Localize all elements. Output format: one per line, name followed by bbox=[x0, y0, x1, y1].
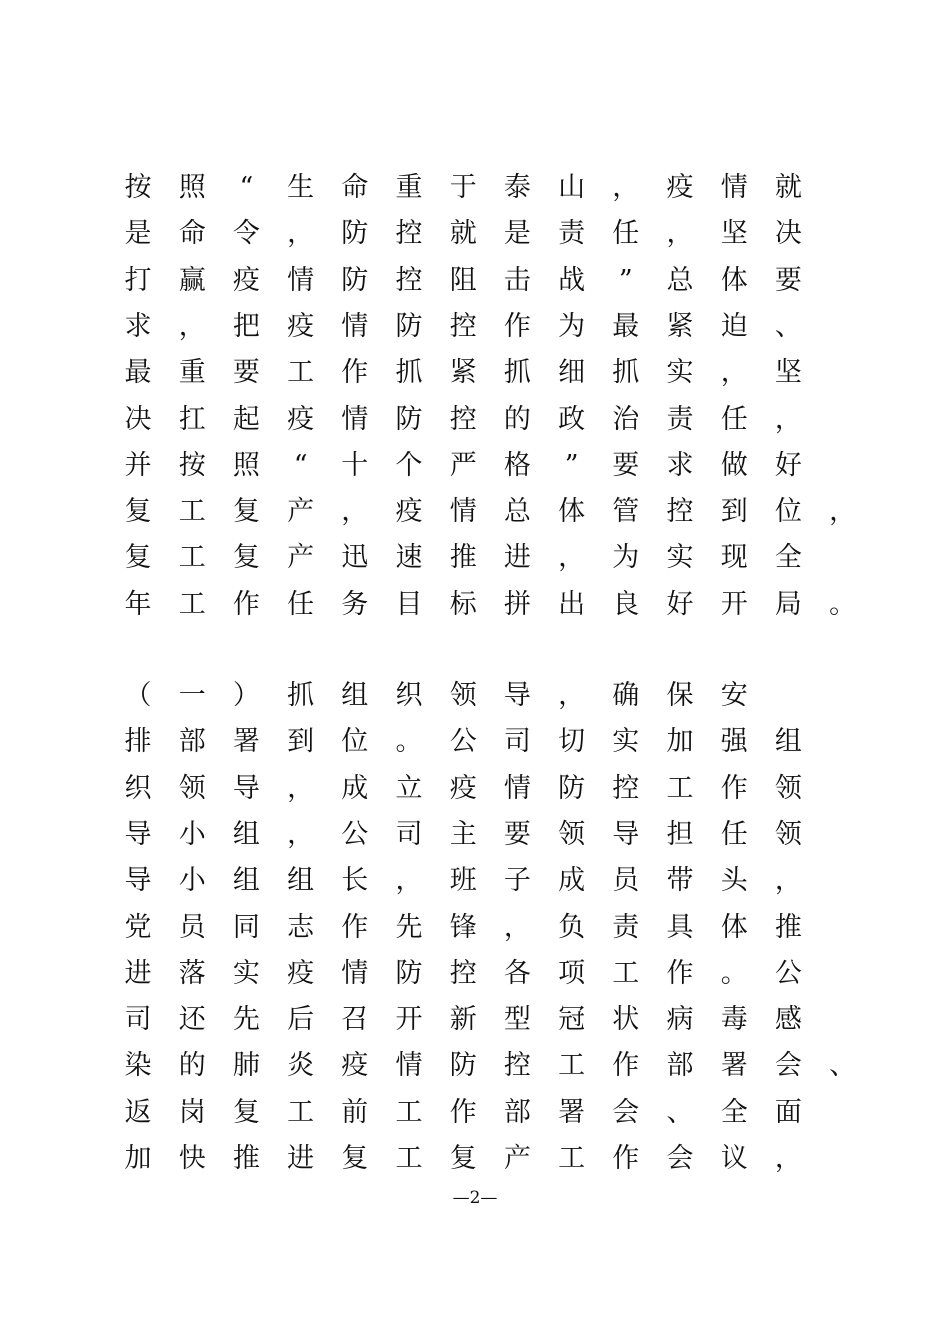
text-char: 复 bbox=[232, 1096, 260, 1128]
text-line bbox=[0, 446, 950, 492]
text-char: 具 bbox=[666, 911, 694, 943]
text-line bbox=[0, 1046, 950, 1092]
text-char: 公 bbox=[774, 957, 802, 989]
text-char: 并 bbox=[124, 449, 152, 481]
text-char: 工 bbox=[287, 1096, 315, 1128]
text-char: 疫 bbox=[395, 496, 423, 528]
text-char: 治 bbox=[612, 403, 640, 435]
text-char: 会 bbox=[612, 1096, 640, 1128]
text-char: 到 bbox=[720, 496, 748, 528]
text-line bbox=[0, 1000, 950, 1046]
text-char: 议 bbox=[720, 1143, 748, 1174]
text-char: 员 bbox=[178, 911, 206, 943]
text-char: 署 bbox=[720, 1050, 748, 1082]
text-char: 要 bbox=[503, 818, 531, 850]
text-char: ， bbox=[503, 911, 531, 943]
text-line bbox=[0, 815, 950, 861]
text-char: 总 bbox=[666, 264, 694, 296]
text-char: 最 bbox=[124, 357, 152, 389]
text-char: “ bbox=[293, 449, 308, 481]
text-char: 领 bbox=[774, 772, 802, 804]
text-char: 抓 bbox=[287, 680, 315, 711]
text-char: 状 bbox=[612, 1004, 640, 1036]
text-char: 的 bbox=[503, 403, 531, 435]
text-char: 组 bbox=[774, 726, 802, 758]
text-char: ， bbox=[720, 357, 748, 389]
text-char: 防 bbox=[395, 310, 423, 342]
text-char: 拼 bbox=[503, 588, 531, 620]
text-char: 员 bbox=[612, 865, 640, 897]
text-char: 总 bbox=[503, 496, 531, 528]
text-char: 先 bbox=[395, 911, 423, 943]
text-char: 控 bbox=[449, 310, 477, 342]
text-char: ， bbox=[774, 865, 802, 897]
text-char: 一 bbox=[178, 680, 206, 711]
text-char: ， bbox=[774, 403, 802, 435]
text-char: ， bbox=[287, 818, 315, 850]
text-char: 就 bbox=[774, 172, 802, 203]
text-char: 就 bbox=[449, 218, 477, 250]
text-line bbox=[0, 1093, 950, 1139]
text-line bbox=[0, 400, 950, 446]
text-char: 工 bbox=[558, 1143, 586, 1174]
text-char: 战 bbox=[558, 264, 586, 296]
text-char: 快 bbox=[178, 1143, 206, 1174]
text-char: 党 bbox=[124, 911, 152, 943]
text-char: 病 bbox=[666, 1004, 694, 1036]
text-char: 责 bbox=[666, 403, 694, 435]
text-char: 领 bbox=[449, 680, 477, 711]
text-line bbox=[0, 261, 950, 307]
text-char: 按 bbox=[178, 449, 206, 481]
text-char: 迫 bbox=[720, 310, 748, 342]
text-char: 领 bbox=[774, 818, 802, 850]
text-char: 坚 bbox=[720, 218, 748, 250]
text-char: 重 bbox=[178, 357, 206, 389]
text-line bbox=[0, 214, 950, 260]
text-char: 工 bbox=[612, 957, 640, 989]
text-char: 抓 bbox=[503, 357, 531, 389]
text-char: 情 bbox=[503, 772, 531, 804]
text-line bbox=[0, 1139, 950, 1185]
text-char: 各 bbox=[503, 957, 531, 989]
text-char: 最 bbox=[612, 310, 640, 342]
text-char: 前 bbox=[341, 1096, 369, 1128]
text-char: 复 bbox=[232, 496, 260, 528]
text-char: 组 bbox=[341, 680, 369, 711]
text-char: 导 bbox=[124, 818, 152, 850]
text-line bbox=[0, 353, 950, 399]
text-char: 照 bbox=[178, 172, 206, 203]
text-char: 疫 bbox=[287, 403, 315, 435]
text-char: 要 bbox=[612, 449, 640, 481]
text-char: 、 bbox=[774, 310, 802, 342]
text-char: 。 bbox=[395, 726, 423, 758]
text-char: 年 bbox=[124, 588, 152, 620]
text-char: 为 bbox=[558, 310, 586, 342]
text-char: 还 bbox=[178, 1004, 206, 1036]
text-line bbox=[0, 307, 950, 353]
text-char: 速 bbox=[395, 542, 423, 574]
text-char: 位 bbox=[341, 726, 369, 758]
text-char: 防 bbox=[341, 218, 369, 250]
text-char: ， bbox=[341, 496, 369, 528]
text-char: 复 bbox=[124, 496, 152, 528]
text-char: 工 bbox=[178, 542, 206, 574]
text-char: 作 bbox=[341, 911, 369, 943]
text-char: 求 bbox=[666, 449, 694, 481]
text-char: 产 bbox=[287, 496, 315, 528]
text-char: 情 bbox=[341, 310, 369, 342]
text-char: ） bbox=[232, 680, 260, 711]
text-char: 岗 bbox=[178, 1096, 206, 1128]
text-char: 坚 bbox=[774, 357, 802, 389]
text-char: 做 bbox=[720, 449, 748, 481]
text-char: 作 bbox=[232, 588, 260, 620]
text-char: 于 bbox=[449, 172, 477, 203]
text-char: 任 bbox=[612, 218, 640, 250]
text-char: 推 bbox=[774, 911, 802, 943]
text-char: 疫 bbox=[232, 264, 260, 296]
text-char: 部 bbox=[666, 1050, 694, 1082]
text-char: 署 bbox=[232, 726, 260, 758]
text-char: 工 bbox=[287, 357, 315, 389]
text-char: 是 bbox=[124, 218, 152, 250]
text-char: 标 bbox=[449, 588, 477, 620]
text-char: 情 bbox=[449, 496, 477, 528]
text-char: 全 bbox=[720, 1096, 748, 1128]
text-char: 控 bbox=[395, 218, 423, 250]
text-char: 推 bbox=[232, 1143, 260, 1174]
text-char: ， bbox=[666, 218, 694, 250]
text-line bbox=[0, 585, 950, 631]
text-char: 格 bbox=[503, 449, 531, 481]
text-char: 炎 bbox=[287, 1050, 315, 1082]
text-char: ” bbox=[618, 264, 633, 296]
text-char: 先 bbox=[232, 1004, 260, 1036]
text-char: 工 bbox=[178, 588, 206, 620]
text-char: 新 bbox=[449, 1004, 477, 1036]
text-char: 小 bbox=[178, 865, 206, 897]
text-char: 任 bbox=[720, 818, 748, 850]
text-char: 司 bbox=[503, 726, 531, 758]
text-char: 严 bbox=[449, 449, 477, 481]
text-line bbox=[0, 722, 950, 768]
text-char: 进 bbox=[287, 1143, 315, 1174]
text-char: 组 bbox=[232, 818, 260, 850]
text-char: 排 bbox=[124, 726, 152, 758]
text-char: 、 bbox=[829, 1050, 857, 1082]
text-char: 到 bbox=[287, 726, 315, 758]
text-char: 抓 bbox=[395, 357, 423, 389]
text-char: 长 bbox=[341, 865, 369, 897]
text-char: 决 bbox=[774, 218, 802, 250]
text-char: 命 bbox=[178, 218, 206, 250]
text-char: 确 bbox=[612, 680, 640, 711]
text-char: 开 bbox=[395, 1004, 423, 1036]
text-char: 强 bbox=[720, 726, 748, 758]
text-char: 实 bbox=[232, 957, 260, 989]
text-char: 面 bbox=[774, 1096, 802, 1128]
text-char: 织 bbox=[124, 772, 152, 804]
text-char: 防 bbox=[395, 403, 423, 435]
text-char: 组 bbox=[287, 865, 315, 897]
text-char: 控 bbox=[612, 772, 640, 804]
text-char: ， bbox=[178, 310, 206, 342]
text-char: 切 bbox=[558, 726, 586, 758]
text-char: 作 bbox=[720, 772, 748, 804]
text-char: 决 bbox=[124, 403, 152, 435]
text-char: 全 bbox=[774, 542, 802, 574]
text-char: 后 bbox=[287, 1004, 315, 1036]
text-char: 细 bbox=[558, 357, 586, 389]
text-char: 作 bbox=[612, 1050, 640, 1082]
text-char: 十 bbox=[341, 449, 369, 481]
text-char: 作 bbox=[341, 357, 369, 389]
text-char: 加 bbox=[124, 1143, 152, 1174]
text-char: 公 bbox=[449, 726, 477, 758]
text-char: 政 bbox=[558, 403, 586, 435]
text-char: 是 bbox=[503, 218, 531, 250]
text-char: 实 bbox=[666, 542, 694, 574]
text-char: 带 bbox=[666, 865, 694, 897]
text-char: 担 bbox=[666, 818, 694, 850]
text-char: （ bbox=[124, 680, 152, 711]
text-char: 头 bbox=[720, 865, 748, 897]
text-char: 赢 bbox=[178, 264, 206, 296]
text-char: 照 bbox=[232, 449, 260, 481]
text-char: 工 bbox=[178, 496, 206, 528]
text-char: 领 bbox=[178, 772, 206, 804]
text-char: 命 bbox=[341, 172, 369, 203]
text-char: 个 bbox=[395, 449, 423, 481]
text-char: 子 bbox=[503, 865, 531, 897]
text-char: 疫 bbox=[449, 772, 477, 804]
text-char: 领 bbox=[558, 818, 586, 850]
text-char: 情 bbox=[720, 172, 748, 203]
text-char: 复 bbox=[232, 542, 260, 574]
text-char: 立 bbox=[395, 772, 423, 804]
text-char: 组 bbox=[232, 865, 260, 897]
text-char: 的 bbox=[178, 1050, 206, 1082]
text-char: 署 bbox=[558, 1096, 586, 1128]
text-char: 要 bbox=[774, 264, 802, 296]
text-char: 按 bbox=[124, 172, 152, 203]
text-char: 肺 bbox=[232, 1050, 260, 1082]
text-char: 控 bbox=[449, 403, 477, 435]
text-char: 良 bbox=[612, 588, 640, 620]
text-char: 成 bbox=[341, 772, 369, 804]
text-char: “ bbox=[239, 172, 254, 203]
text-char: 任 bbox=[720, 403, 748, 435]
text-char: 紧 bbox=[449, 357, 477, 389]
text-line bbox=[0, 492, 950, 538]
text-char: 工 bbox=[395, 1143, 423, 1174]
text-char: 产 bbox=[503, 1143, 531, 1174]
text-char: 毒 bbox=[720, 1004, 748, 1036]
text-char: 产 bbox=[287, 542, 315, 574]
text-char: 防 bbox=[395, 957, 423, 989]
text-char: 复 bbox=[124, 542, 152, 574]
text-char: 阻 bbox=[449, 264, 477, 296]
text-line bbox=[0, 676, 950, 722]
text-char: 作 bbox=[612, 1143, 640, 1174]
text-char: 推 bbox=[449, 542, 477, 574]
text-char: 防 bbox=[558, 772, 586, 804]
text-char: 控 bbox=[503, 1050, 531, 1082]
text-char: 把 bbox=[232, 310, 260, 342]
text-char: 导 bbox=[124, 865, 152, 897]
text-char: 返 bbox=[124, 1096, 152, 1128]
text-char: 迅 bbox=[341, 542, 369, 574]
text-char: 体 bbox=[558, 496, 586, 528]
text-char: 实 bbox=[666, 357, 694, 389]
text-char: ” bbox=[564, 449, 579, 481]
text-char: 扛 bbox=[178, 403, 206, 435]
text-char: ， bbox=[774, 1143, 802, 1174]
text-char: ， bbox=[612, 172, 640, 203]
text-char: 织 bbox=[395, 680, 423, 711]
text-char: ， bbox=[395, 865, 423, 897]
text-char: 作 bbox=[449, 1096, 477, 1128]
text-char: 情 bbox=[341, 403, 369, 435]
text-char: ， bbox=[558, 542, 586, 574]
text-char: 导 bbox=[232, 772, 260, 804]
text-char: 感 bbox=[774, 1004, 802, 1036]
text-char: 锋 bbox=[449, 911, 477, 943]
text-char: 起 bbox=[232, 403, 260, 435]
text-char: 山 bbox=[558, 172, 586, 203]
text-char: 安 bbox=[720, 680, 748, 711]
text-char: 冠 bbox=[558, 1004, 586, 1036]
text-char: 管 bbox=[612, 496, 640, 528]
text-char: 泰 bbox=[503, 172, 531, 203]
text-char: 控 bbox=[395, 264, 423, 296]
text-char: 好 bbox=[774, 449, 802, 481]
text-line bbox=[0, 538, 950, 584]
text-char: 工 bbox=[395, 1096, 423, 1128]
text-char: 导 bbox=[503, 680, 531, 711]
text-char: 抓 bbox=[612, 357, 640, 389]
text-char: 、 bbox=[666, 1096, 694, 1128]
text-char: 局 bbox=[774, 588, 802, 620]
text-char: 出 bbox=[558, 588, 586, 620]
text-char: 实 bbox=[612, 726, 640, 758]
text-line bbox=[0, 908, 950, 954]
text-char: 疫 bbox=[287, 310, 315, 342]
text-char: 疫 bbox=[666, 172, 694, 203]
text-line bbox=[0, 769, 950, 815]
text-char: 导 bbox=[612, 818, 640, 850]
text-char: 作 bbox=[503, 310, 531, 342]
text-char: 作 bbox=[666, 957, 694, 989]
text-char: 责 bbox=[612, 911, 640, 943]
text-char: 型 bbox=[503, 1004, 531, 1036]
text-char: 防 bbox=[449, 1050, 477, 1082]
text-char: 染 bbox=[124, 1050, 152, 1082]
text-char: ， bbox=[287, 772, 315, 804]
text-char: 成 bbox=[558, 865, 586, 897]
text-char: 小 bbox=[178, 818, 206, 850]
text-char: 工 bbox=[666, 772, 694, 804]
text-char: 主 bbox=[449, 818, 477, 850]
text-char: 复 bbox=[341, 1143, 369, 1174]
text-char: 负 bbox=[558, 911, 586, 943]
text-char: 部 bbox=[178, 726, 206, 758]
text-char: 部 bbox=[503, 1096, 531, 1128]
text-char: 项 bbox=[558, 957, 586, 989]
text-char: 公 bbox=[341, 818, 369, 850]
text-char: 同 bbox=[232, 911, 260, 943]
text-char: 进 bbox=[503, 542, 531, 574]
text-line bbox=[0, 954, 950, 1000]
text-char: 。 bbox=[720, 957, 748, 989]
text-char: 复 bbox=[449, 1143, 477, 1174]
text-char: 。 bbox=[829, 588, 857, 620]
text-char: 体 bbox=[720, 264, 748, 296]
text-char: 司 bbox=[395, 818, 423, 850]
text-char: 重 bbox=[395, 172, 423, 203]
text-char: 进 bbox=[124, 957, 152, 989]
text-line bbox=[0, 168, 950, 214]
text-char: 落 bbox=[178, 957, 206, 989]
text-char: 开 bbox=[720, 588, 748, 620]
text-char: 生 bbox=[287, 172, 315, 203]
text-char: 为 bbox=[612, 542, 640, 574]
text-char: 现 bbox=[720, 542, 748, 574]
text-char: 疫 bbox=[287, 957, 315, 989]
text-char: 防 bbox=[341, 264, 369, 296]
text-char: 责 bbox=[558, 218, 586, 250]
text-char: 任 bbox=[287, 588, 315, 620]
text-char: 好 bbox=[666, 588, 694, 620]
text-char: 班 bbox=[449, 865, 477, 897]
text-char: 疫 bbox=[341, 1050, 369, 1082]
text-char: 工 bbox=[558, 1050, 586, 1082]
text-char: 保 bbox=[666, 680, 694, 711]
text-char: 志 bbox=[287, 911, 315, 943]
text-char: 击 bbox=[503, 264, 531, 296]
text-char: 打 bbox=[124, 264, 152, 296]
text-char: 求 bbox=[124, 310, 152, 342]
text-char: 控 bbox=[449, 957, 477, 989]
text-char: 务 bbox=[341, 588, 369, 620]
text-char: 情 bbox=[287, 264, 315, 296]
text-char: 令 bbox=[232, 218, 260, 250]
text-char: 加 bbox=[666, 726, 694, 758]
text-char: 控 bbox=[666, 496, 694, 528]
text-char: 要 bbox=[232, 357, 260, 389]
text-char: ， bbox=[287, 218, 315, 250]
text-char: ， bbox=[829, 496, 857, 528]
text-char: 召 bbox=[341, 1004, 369, 1036]
text-line bbox=[0, 861, 950, 907]
text-char: ， bbox=[558, 680, 586, 711]
text-char: 会 bbox=[666, 1143, 694, 1174]
text-char: 情 bbox=[341, 957, 369, 989]
text-char: 会 bbox=[774, 1050, 802, 1082]
text-char: 司 bbox=[124, 1004, 152, 1036]
text-char: 目 bbox=[395, 588, 423, 620]
text-char: 紧 bbox=[666, 310, 694, 342]
text-char: 情 bbox=[395, 1050, 423, 1082]
page-number: —2— bbox=[452, 1188, 498, 1208]
text-char: 体 bbox=[720, 911, 748, 943]
text-char: 位 bbox=[774, 496, 802, 528]
